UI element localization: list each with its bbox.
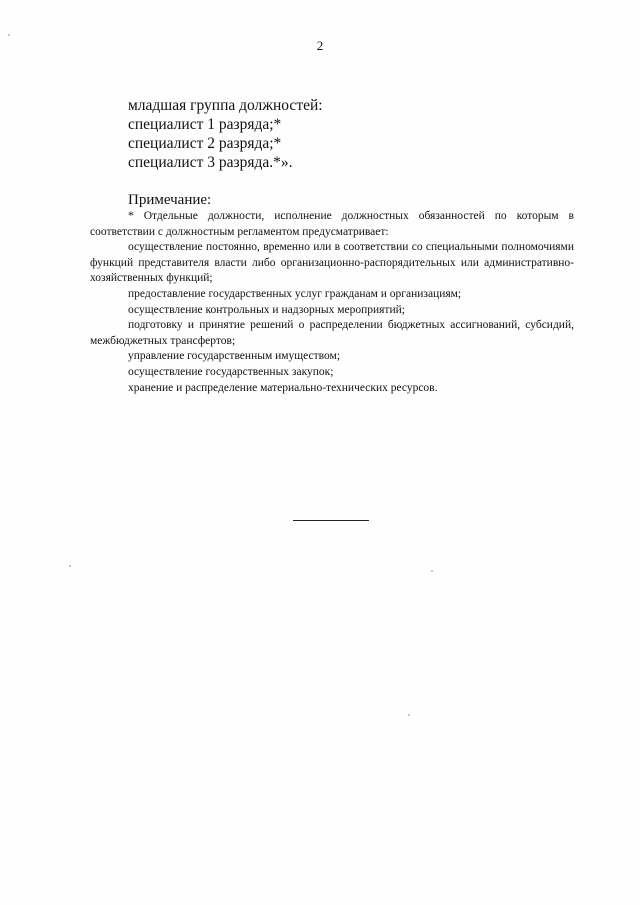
end-rule: [293, 520, 369, 521]
positions-list-item: специалист 1 разряда;*: [128, 116, 282, 133]
note-title: Примечание:: [128, 192, 212, 208]
note-paragraph: управление государственным имуществом;: [128, 350, 341, 363]
note-paragraph: хранение и распределение материально-технических ресурсов.: [128, 381, 438, 394]
positions-list-item: специалист 2 разряда;*: [128, 135, 282, 152]
note-paragraph: предоставление государственных услуг гражданам и организациям;: [128, 287, 462, 300]
note-paragraph: осуществление государственных закупок;: [128, 365, 334, 378]
note-paragraph: подготовку и принятие решений о распределении бюджетных ассигнований, субсидий, межбюджетных трансфертов;: [90, 319, 574, 347]
positions-list-heading: младшая группа должностей:: [128, 97, 323, 114]
positions-list: [128, 96, 323, 172]
page-number: 2: [316, 38, 324, 53]
note-paragraph: осуществление контрольных и надзорных мероприятий;: [128, 303, 405, 316]
note-paragraph: * Отдельные должности, исполнение должностных обязанностей по которым в соответствии с должностным регламентом предусматривает:: [90, 210, 574, 238]
positions-list-item: специалист 3 разряда.*».: [128, 154, 293, 171]
scan-speck: [431, 570, 433, 572]
scan-speck: [8, 34, 10, 36]
scan-speck: [408, 714, 410, 716]
note-body: [90, 209, 574, 396]
scan-speck: [69, 565, 71, 567]
note-paragraph: осуществление постоянно, временно или в соответствии со специальными полномочиями функций представителя власти либо организационно-распорядительных или административно-хозяйственных функций;: [90, 241, 574, 285]
